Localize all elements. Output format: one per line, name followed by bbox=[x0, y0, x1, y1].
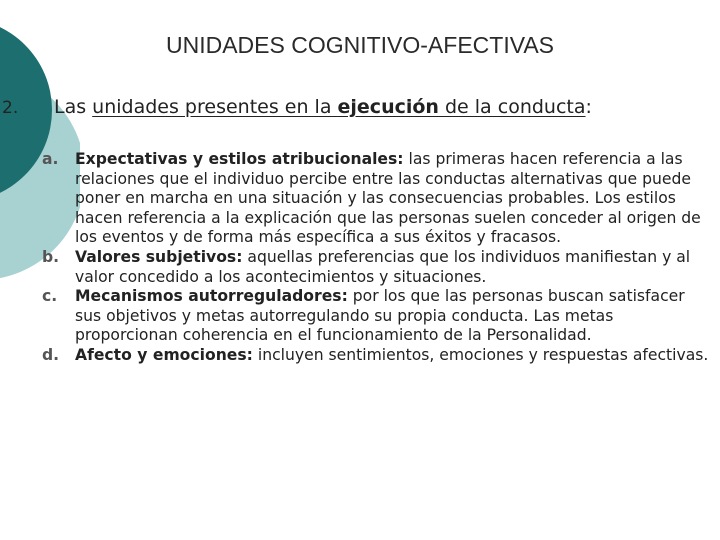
item-term: Afecto y emociones: bbox=[75, 345, 253, 364]
item-term: Mecanismos autorreguladores: bbox=[75, 287, 348, 306]
heading-text-underlined-2: de la conducta bbox=[438, 96, 586, 118]
heading-text-start: Las bbox=[54, 96, 93, 118]
list-marker: c. bbox=[42, 287, 58, 306]
heading-text-end: : bbox=[585, 96, 592, 118]
list-item bbox=[40, 346, 710, 366]
heading-text-underlined-1: unidades presentes en la bbox=[92, 96, 338, 118]
item-text: aquellas preferencias que los individuos manifiestan y al valor concedido a los acontecimientos y situaciones. bbox=[75, 247, 691, 286]
item-text: por los que las personas buscan satisfacer sus objetivos y metas autorregulando su propia conducta. Las metas proporcionan coherencia en el funcionamiento de la Personalidad. bbox=[75, 287, 685, 345]
list-item bbox=[40, 150, 710, 248]
list-marker: a. bbox=[42, 150, 59, 168]
heading-number: 2. bbox=[2, 98, 19, 118]
list-item bbox=[40, 248, 710, 287]
item-text: incluyen sentimientos, emociones y respuestas afectivas. bbox=[252, 345, 709, 364]
units-list bbox=[40, 150, 710, 366]
section-heading bbox=[0, 96, 592, 118]
list-marker: b. bbox=[42, 247, 60, 266]
slide-title: UNIDADES COGNITIVO-AFECTIVAS bbox=[165, 32, 555, 58]
item-text: las primeras hacen referencia a las relaciones que el individuo percibe entre las conductas alternativas que puede poner en marcha en una situación y las consecuencias probables. Los estilos hacen referencia a la explicación que las personas suelen conceder al origen de los eventos y de forma más específica a sus éxitos y fracasos. bbox=[75, 150, 701, 247]
item-term: Expectativas y estilos atribucionales: bbox=[75, 150, 404, 168]
list-item bbox=[40, 287, 710, 346]
item-term: Valores subjetivos: bbox=[75, 247, 243, 266]
list-marker: d. bbox=[42, 345, 60, 364]
heading-text-bold: ejecución bbox=[337, 96, 439, 118]
